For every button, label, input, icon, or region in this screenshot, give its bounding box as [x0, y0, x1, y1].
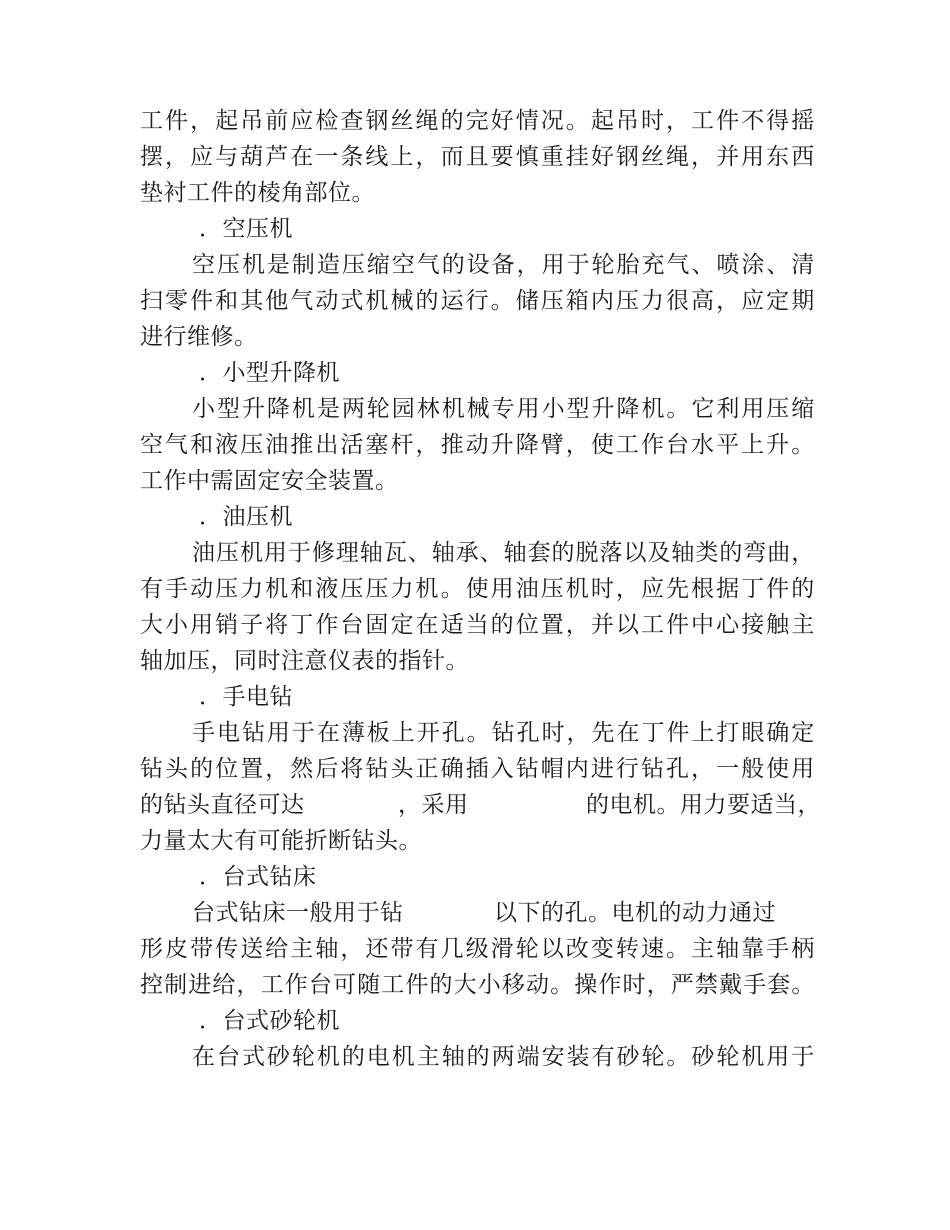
section-heading: ．台式砂轮机 — [199, 1008, 340, 1034]
paragraph-line: 轴加压，同时注意仪表的指针。 — [140, 648, 469, 674]
paragraph-line: 形 皮 带 传 送 给 主 轴 ， 还 带 有 几 级 滑 轮 以 改 变 转 速 。 主 轴 靠 手 柄 — [140, 936, 815, 962]
paragraph-line: 大 小 用 销 子 将 丁 作 台 固 定 在 适 当 的 位 置 ， 并 以 工 件 中 心 接 触 主 — [140, 612, 815, 638]
paragraph-line: 小 型 升 降 机 是 两 轮 园 林 机 械 专 用 小 型 升 降 机 。 它 利 用 压 缩 — [192, 396, 815, 422]
paragraph-line: 力量太大有可能折断钻头。 — [140, 828, 422, 854]
paragraph-line: 扫 零 件 和 其 他 气 动 式 机 械 的 运 行 。 储 压 箱 内 压 力 很 高 ， 应 定 期 — [140, 288, 815, 314]
text-segment: 台式钻床一般用于钻 — [192, 900, 404, 926]
text-segment: 的钻头直径可达 — [140, 792, 305, 818]
paragraph-line: 钻 头 的 位 置 ， 然 后 将 钻 头 正 确 插 入 钻 帽 内 进 行 钻 孔 ， 一 般 使 用 — [140, 756, 815, 782]
text-segment: 以下的孔。电机的动力通过 — [494, 900, 776, 926]
section-heading: ．油压机 — [199, 504, 293, 530]
paragraph-line: 工作中需固定安全装置。 — [140, 468, 399, 494]
paragraph-line: 工 件 ， 起 吊 前 应 检 查 钢 丝 绳 的 完 好 情 况 。 起 吊 时 ， 工 件 不 得 摇 — [140, 108, 815, 134]
paragraph-line: 空 压 机 是 制 造 压 缩 空 气 的 设 备 ， 用 于 轮 胎 充 气 、 喷 涂 、 清 — [192, 252, 815, 278]
section-heading: ．手电钻 — [199, 684, 293, 710]
section-heading: ．台式钻床 — [199, 864, 317, 890]
paragraph-line-with-gaps — [192, 895, 815, 931]
paragraph-line: 空 气 和 液 压 油 推 出 活 塞 杆 ， 推 动 升 降 臂 ， 使 工 作 台 水 平 上 升 。 — [140, 432, 815, 458]
paragraph-line: 手 电 钻 用 于 在 薄 板 上 开 孔 。 钻 孔 时 ， 先 在 丁 件 上 打 眼 确 定 — [192, 720, 815, 746]
paragraph-line: 油 压 机 用 于 修 理 轴 瓦 、 轴 承 、 轴 套 的 脱 落 以 及 轴 类 的 弯 曲 ， — [192, 540, 815, 566]
paragraph-line: 有 手 动 压 力 机 和 液 压 压 力 机 。 使 用 油 压 机 时 ， 应 先 根 据 丁 件 的 — [140, 576, 815, 602]
paragraph-line-with-gaps — [140, 787, 821, 823]
paragraph-line: 垫衬工件的棱角部位。 — [140, 180, 375, 206]
section-heading: ．小型升降机 — [199, 360, 340, 386]
paragraph-line: 进行维修。 — [140, 324, 258, 350]
text-segment: ，采用 — [398, 792, 469, 818]
paragraph-line: 摆 ， 应 与 葫 芦 在 一 条 线 上 ， 而 且 要 慎 重 挂 好 钢 丝 绳 ， 并 用 东 西 — [140, 144, 815, 170]
paragraph-line: 控 制 进 给 ， 工 作 台 可 随 工 件 的 大 小 移 动 。 操 作 时 ， 严 禁 戴 手 套 。 — [140, 972, 815, 998]
section-heading: ．空压机 — [199, 216, 293, 242]
text-segment: 的电机。用力要适当， — [586, 792, 821, 818]
paragraph-line: 在 台 式 砂 轮 机 的 电 机 主 轴 的 两 端 安 装 有 砂 轮 。 砂 轮 机 用 于 — [192, 1044, 815, 1070]
